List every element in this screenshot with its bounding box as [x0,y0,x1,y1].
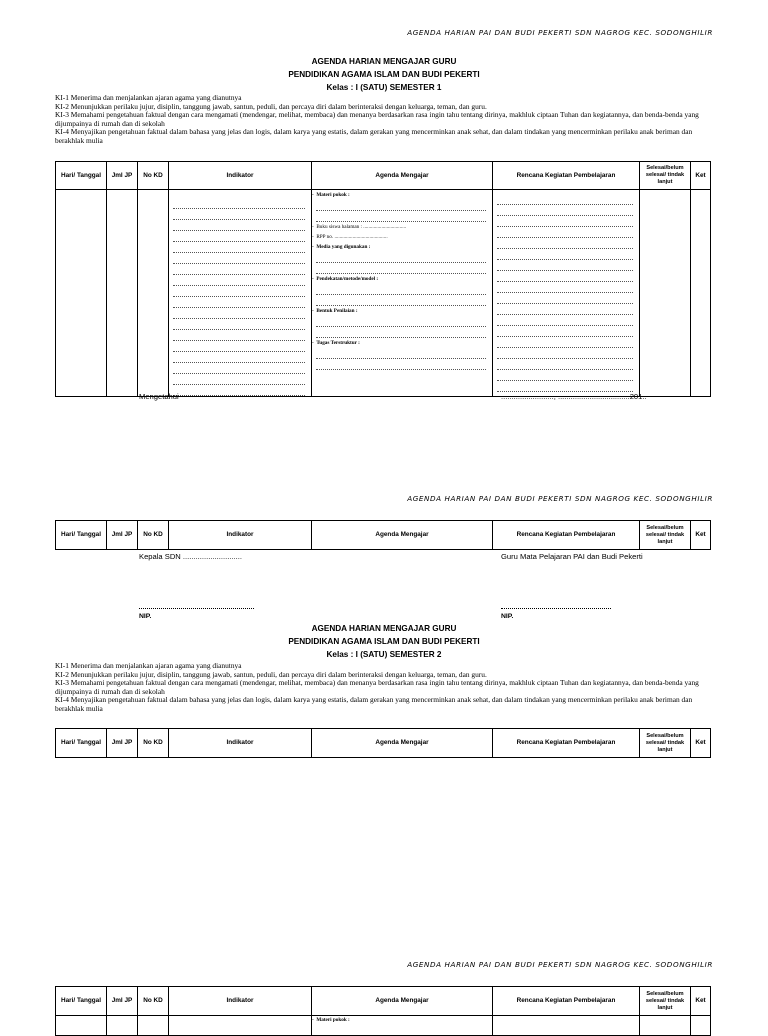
cell-indikator[interactable] [169,190,312,397]
cell-selesai[interactable] [640,1016,691,1036]
ki-2: KI-2 Menunjukkan perilaku jujur, disiplin, tanggung jawab, santun, peduli, dan percaya diri dalam berinteraksi dengan keluarga, teman, dan guru. [55,669,487,679]
col-jml-jp: Jml JP [107,521,138,550]
col-no-kd: No KD [138,521,169,550]
cell-indikator[interactable] [169,1016,312,1036]
rpp-label: - RPP no. ......................................... [312,234,388,240]
guru-mapel-label: Guru Mata Pelajaran PAI dan Budi Pekerti [501,552,643,561]
ki-4: KI-4 Menyajikan pengetahuan faktual dalam bahasa yang jelas dan logis, dalam karya yang estatis, dalam gerakan yang mencerminkan anak sehat, dan dalam tindakan yang mencerminkan perilaku anak beriman dan berakhlak mulia [55,695,693,713]
core-competencies [55,94,715,146]
col-hari-tanggal: Hari/ Tanggal [56,521,107,550]
kepala-sdn-label: Kepala SDN ............................ [139,552,242,561]
col-agenda-mengajar: Agenda Mengajar [312,521,493,550]
page-subtitle: PENDIDIKAN AGAMA ISLAM DAN BUDI PEKERTI [288,637,480,646]
cell-no-kd[interactable] [138,190,169,397]
ki-4: KI-4 Menyajikan pengetahuan faktual dalam bahasa yang jelas dan logis, dalam karya yang estatis, dalam gerakan yang mencerminkan anak sehat, dan dalam tindakan yang mencerminkan perilaku anak beriman dan berakhlak mulia [55,127,693,145]
cell-ket[interactable] [691,190,711,397]
cell-hari[interactable] [56,1016,107,1036]
col-indikator: Indikator [169,987,312,1016]
cell-rencana[interactable] [493,1016,640,1036]
pendekatan-label: - Pendekatan/metode/model : [312,276,379,282]
buku-label: - Buku siswa halaman : ................................. [312,224,407,230]
cell-hari[interactable] [56,190,107,397]
signature-line-left [139,608,254,609]
cell-rencana[interactable] [493,190,640,397]
col-hari-tanggal: Hari/ Tanggal [56,729,107,758]
ki-1: KI-1 Menerima dan menjalankan ajaran agama yang dianutnya [55,661,242,670]
core-competencies [55,662,715,714]
page-title: AGENDA HARIAN MENGAJAR GURU [311,57,457,66]
class-semester-label: Kelas : I (SATU) SEMESTER 1 [326,83,442,92]
materi-label: - Materi pokok : [312,192,350,198]
col-selesai: Selesai/belum selesai/ tindak lanjut [640,987,691,1016]
col-indikator: Indikator [169,162,312,190]
col-selesai: Selesai/belum selesai/ tindak lanjut [640,162,691,190]
signature-line-right [501,608,611,609]
cell-no-kd[interactable] [138,1016,169,1036]
col-no-kd: No KD [138,729,169,758]
col-jml-jp: Jml JP [107,162,138,190]
ki-1: KI-1 Menerima dan menjalankan ajaran agama yang dianutnya [55,93,242,102]
col-jml-jp: Jml JP [107,729,138,758]
running-header: AGENDA HARIAN PAI DAN BUDI PEKERTI SDN NAGROG KEC. SODONGHILIR [407,960,713,969]
class-semester-label: Kelas : I (SATU) SEMESTER 2 [326,650,442,659]
agenda-table [55,161,711,397]
col-hari-tanggal: Hari/ Tanggal [56,987,107,1016]
cell-jml-jp[interactable] [107,1016,138,1036]
cell-jml-jp[interactable] [107,190,138,397]
ki-3: KI-3 Memahami pengetahuan faktual dengan cara mengamati (mendengar, melihat, membaca) dan menanya berdasarkan rasa ingin tahu tentang dirinya, makhluk ciptaan Tuhan dan kegiatannya, dan benda-benda yang dijumpainya di rumah dan di sekolah [55,110,699,128]
col-agenda-mengajar: Agenda Mengajar [312,987,493,1016]
ki-3: KI-3 Memahami pengetahuan faktual dengan cara mengamati (mendengar, melihat, membaca) dan menanya berdasarkan rasa ingin tahu tentang dirinya, makhluk ciptaan Tuhan dan kegiatannya, dan benda-benda yang dijumpainya di rumah dan di sekolah [55,678,699,696]
running-header: AGENDA HARIAN PAI DAN BUDI PEKERTI SDN NAGROG KEC. SODONGHILIR [407,28,713,37]
tugas-label: - Tugas Terstruktur : [312,340,360,346]
running-header: AGENDA HARIAN PAI DAN BUDI PEKERTI SDN NAGROG KEC. SODONGHILIR [407,494,713,503]
col-ket: Ket [691,521,711,550]
cell-agenda[interactable] [312,1016,493,1036]
col-no-kd: No KD [138,987,169,1016]
agenda-table [55,728,711,758]
date-line: ........................., ..................................201.. [501,392,647,401]
cell-ket[interactable] [691,1016,711,1036]
nip-right: NIP. [501,613,514,620]
table-row [56,1016,711,1036]
ki-2: KI-2 Menunjukkan perilaku jujur, disiplin, tanggung jawab, santun, peduli, dan percaya diri dalam berinteraksi dengan keluarga, teman, dan guru. [55,101,487,111]
cell-agenda[interactable] [312,190,493,397]
col-jml-jp: Jml JP [107,987,138,1016]
col-agenda-mengajar: Agenda Mengajar [312,729,493,758]
page-subtitle: PENDIDIKAN AGAMA ISLAM DAN BUDI PEKERTI [288,70,480,79]
col-ket: Ket [691,729,711,758]
col-indikator: Indikator [169,729,312,758]
col-indikator: Indikator [169,521,312,550]
nip-left: NIP. [139,613,152,620]
cell-selesai[interactable] [640,190,691,397]
col-agenda-mengajar: Agenda Mengajar [312,162,493,190]
col-rencana-kegiatan: Rencana Kegiatan Pembelajaran [493,729,640,758]
media-label: - Media yang digunakan : [312,244,371,250]
mengetahui-label: Mengetahui [139,392,179,401]
col-rencana-kegiatan: Rencana Kegiatan Pembelajaran [493,987,640,1016]
agenda-table [55,520,711,550]
materi-label: - Materi pokok : [312,1017,350,1023]
page-title: AGENDA HARIAN MENGAJAR GURU [311,624,457,633]
col-hari-tanggal: Hari/ Tanggal [56,162,107,190]
col-ket: Ket [691,987,711,1016]
col-selesai: Selesai/belum selesai/ tindak lanjut [640,521,691,550]
table-row [56,190,711,397]
col-ket: Ket [691,162,711,190]
agenda-table [55,986,711,1036]
col-rencana-kegiatan: Rencana Kegiatan Pembelajaran [493,162,640,190]
col-selesai: Selesai/belum selesai/ tindak lanjut [640,729,691,758]
penilaian-label: - Bentuk Penilaian : [312,308,358,314]
col-rencana-kegiatan: Rencana Kegiatan Pembelajaran [493,521,640,550]
col-no-kd: No KD [138,162,169,190]
